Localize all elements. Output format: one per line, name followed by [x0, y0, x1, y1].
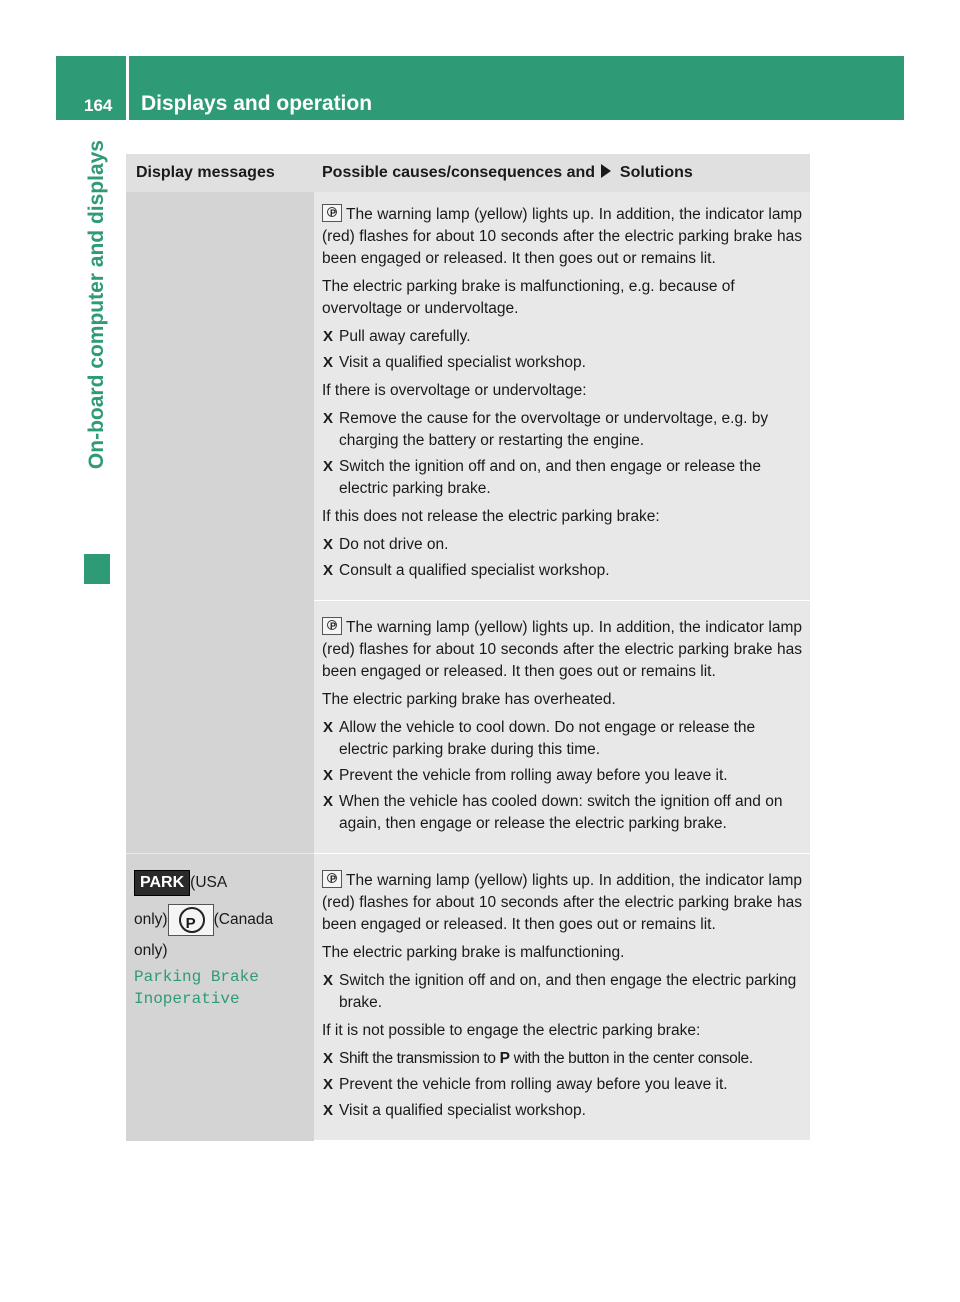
usa-label: (USA	[190, 874, 228, 891]
list-item: X Allow the vehicle to cool down. Do not engage or release the electric parking brake during this time.	[323, 719, 756, 758]
list-item: X Do not drive on.	[322, 534, 802, 556]
x-bullet-icon: X	[323, 536, 334, 553]
list-item: X Switch the ignition off and on, and then engage or release the electric parking brake.	[323, 458, 761, 497]
side-tab	[84, 140, 110, 584]
row2-intro-text: The warning lamp (yellow) lights up. In addition, the indicator lamp (red) flashes for about 10 seconds after the electric parking brake has been engaged or released. It then goes out or remains lit.	[322, 619, 802, 680]
list-item: X When the vehicle has cooled down: switch the ignition off and on again, then engage or release the electric parking brake.	[323, 793, 783, 832]
list-item: X Visit a qualified specialist workshop.	[322, 1100, 802, 1122]
row3-cause: The electric parking brake is malfunctioning.	[322, 944, 625, 961]
x-bullet-icon: X	[323, 458, 334, 475]
x-bullet-icon: X	[323, 767, 334, 784]
display-messages-table	[126, 154, 810, 1141]
canada-line	[134, 904, 308, 936]
display-message-cell-parking-brake	[126, 854, 314, 1141]
row1-intro	[322, 204, 802, 270]
row1-condition-3: If this does not release the electric parking brake:	[322, 508, 660, 525]
row-overvoltage	[314, 192, 810, 601]
col-header-causes-text: Possible causes/consequences and	[322, 164, 596, 181]
page-number: 164	[84, 96, 113, 115]
x-bullet-icon: X	[323, 972, 334, 989]
row2-cause: The electric parking brake has overheated.	[322, 691, 616, 708]
parking-brake-lamp-icon: P	[322, 617, 342, 635]
x-bullet-icon: X	[323, 1076, 334, 1093]
display-message-cell-empty	[126, 192, 314, 854]
list-item: X Shift the transmission to P with the button in the center console.	[322, 1048, 802, 1070]
p-indicator-icon: P	[168, 904, 214, 936]
only-label-2: only)	[134, 942, 168, 959]
list-item: X Pull away carefully.	[322, 326, 802, 348]
canada-label: (Canada	[213, 911, 274, 929]
only-label-1: only)	[134, 911, 168, 929]
display-message-line-1: Parking Brake	[134, 968, 259, 986]
x-bullet-icon: X	[323, 410, 334, 427]
row2-intro	[322, 617, 802, 683]
row1-intro-text: The warning lamp (yellow) lights up. In addition, the indicator lamp (red) flashes for about 10 seconds after the electric parking brake has been engaged or released. It then goes out or remains lit.	[322, 206, 802, 267]
col-header-causes-solutions	[314, 154, 810, 192]
list-item: X Visit a qualified specialist workshop.	[322, 352, 802, 374]
display-message-line-2: Inoperative	[134, 990, 240, 1008]
x-bullet-icon: X	[323, 328, 334, 345]
row3-condition-2: If it is not possible to engage the electric parking brake:	[322, 1022, 701, 1039]
parking-brake-lamp-icon: P	[322, 870, 342, 888]
col-header-display-messages: Display messages	[126, 154, 314, 192]
side-tab-label: On-board computer and displays	[85, 140, 108, 470]
row-malfunction	[314, 854, 810, 1141]
x-bullet-icon: X	[323, 1050, 333, 1067]
row3-intro	[322, 870, 802, 936]
row-overheated	[314, 601, 810, 854]
header-divider	[126, 56, 129, 120]
park-line	[134, 868, 308, 898]
x-bullet-icon: X	[323, 793, 334, 810]
list-item: X Prevent the vehicle from rolling away before you leave it.	[322, 765, 802, 787]
list-item: X Prevent the vehicle from rolling away before you leave it.	[322, 1074, 802, 1096]
row3-intro-text: The warning lamp (yellow) lights up. In addition, the indicator lamp (red) flashes for about 10 seconds after the electric parking brake has been engaged or released. It then goes out or remains lit.	[322, 872, 802, 933]
list-item: X Consult a qualified specialist workshop.	[322, 560, 802, 582]
list-item: X Remove the cause for the overvoltage or undervoltage, e.g. by charging the battery or restarting the engine.	[323, 410, 769, 449]
x-bullet-icon: X	[323, 1102, 334, 1119]
col-header-solutions-text: Solutions	[619, 164, 693, 181]
side-tab-marker	[84, 554, 110, 584]
x-bullet-icon: X	[323, 562, 334, 579]
parking-brake-lamp-icon: P	[322, 204, 342, 222]
arrow-right-icon	[601, 164, 611, 178]
list-item: X Switch the ignition off and on, and then engage the electric parking brake.	[323, 972, 797, 1011]
x-bullet-icon: X	[323, 719, 334, 736]
row1-condition-2: If there is overvoltage or undervoltage:	[322, 382, 587, 399]
park-indicator-icon: PARK	[134, 870, 190, 896]
row1-cause: The electric parking brake is malfunctioning, e.g. because of overvoltage or undervoltage.	[322, 278, 735, 317]
x-bullet-icon: X	[323, 354, 334, 371]
page-title: Displays and operation	[141, 92, 373, 115]
